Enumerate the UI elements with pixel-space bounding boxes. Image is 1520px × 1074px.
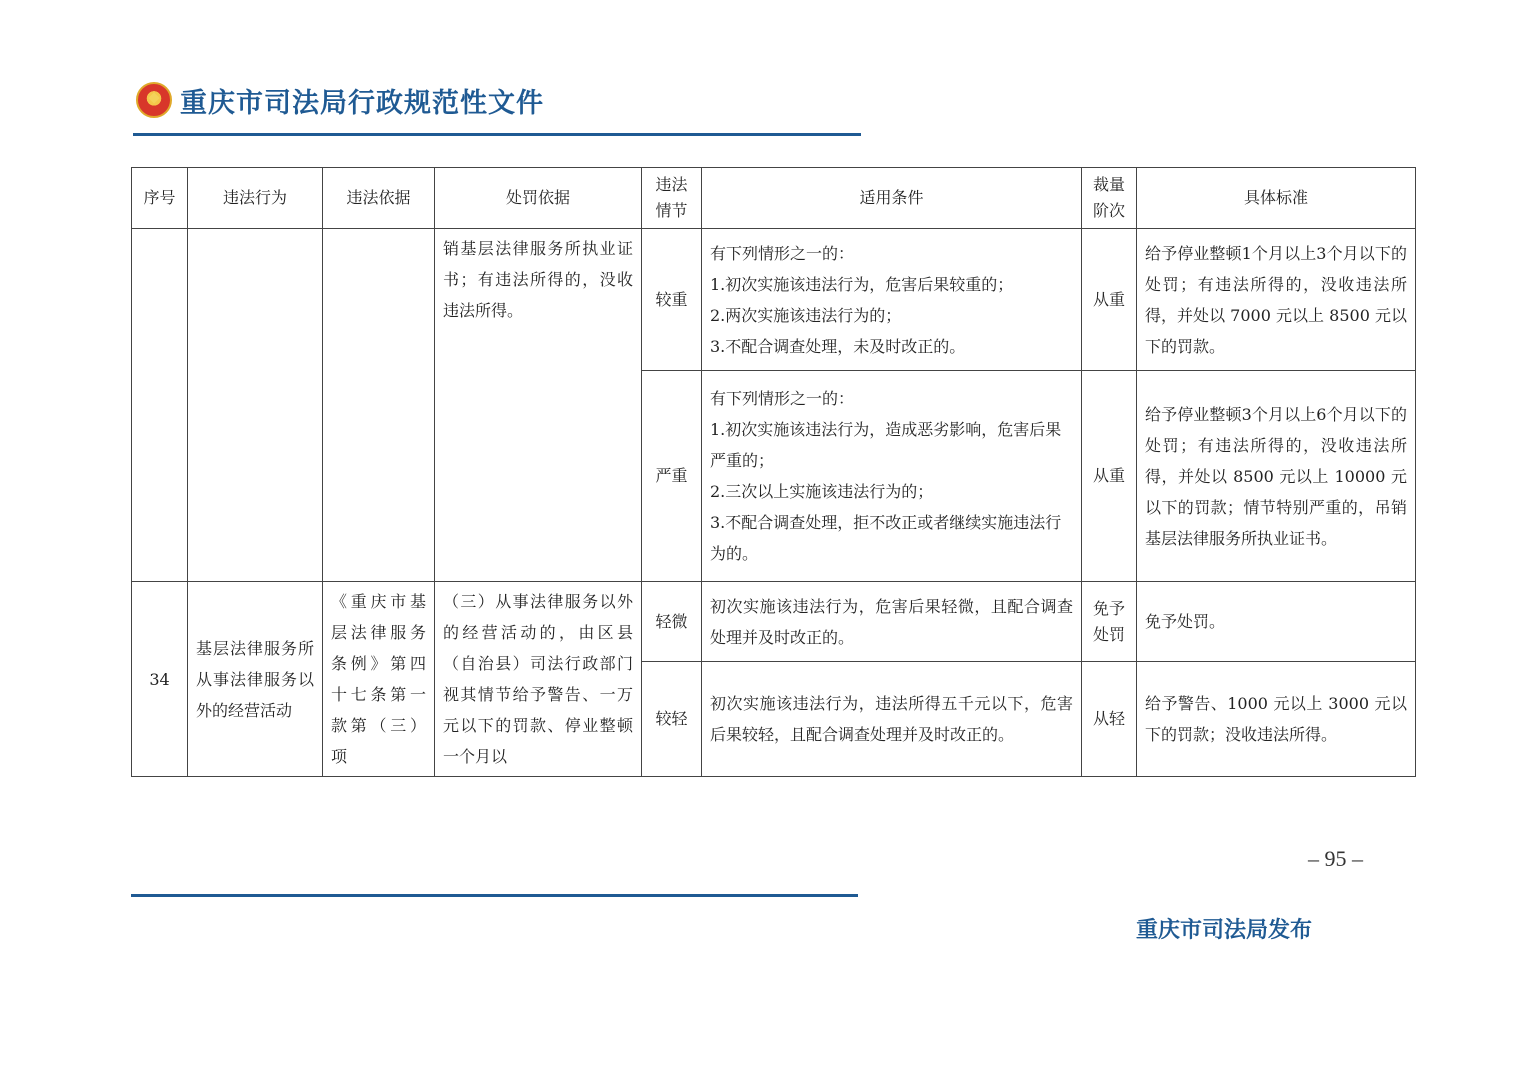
cell-severity: 严重	[642, 371, 702, 582]
header-rule	[133, 133, 861, 136]
cell-standard: 给予停业整顿3个月以上6个月以下的处罚；有违法所得的，没收违法所得，并处以 8500 元以上 10000 元以下的罚款；情节特别严重的，吊销基层法律服务所执业证书。	[1137, 371, 1416, 582]
header-title: 重庆市司法局行政规范性文件	[180, 87, 544, 119]
cell-standard: 给予停业整顿1个月以上3个月以下的处罚；有违法所得的，没收违法所得，并处以 7000 元以上 8500 元以下的罚款。	[1137, 229, 1416, 371]
col-header-no: 序号	[132, 168, 188, 229]
table-row	[132, 582, 1416, 662]
cell-no-empty	[132, 229, 188, 582]
cell-level: 从轻	[1082, 662, 1137, 777]
cell-legal-basis: 《重庆市基层法律服务条例》第四十七条第一款第（三）项	[323, 582, 435, 777]
table-row	[132, 229, 1416, 371]
cell-conditions: 初次实施该违法行为，违法所得五千元以下，危害后果较轻，且配合调查处理并及时改正的。	[702, 662, 1082, 777]
cell-penalty-basis: （三）从事法律服务以外的经营活动的，由区县（自治县）司法行政部门视其情节给予警告、一万元以下的罚款、停业整顿一个月以	[435, 582, 642, 777]
penalty-standard-table	[131, 167, 1416, 777]
cell-standard: 免予处罚。	[1137, 582, 1416, 662]
cell-violation-empty	[188, 229, 323, 582]
cell-violation: 基层法律服务所从事法律服务以外的经营活动	[188, 582, 323, 777]
page-number: – 95 –	[1308, 846, 1363, 871]
cell-level: 从重	[1082, 371, 1137, 582]
col-header-level: 裁量 阶次	[1082, 168, 1137, 229]
cell-severity: 较轻	[642, 662, 702, 777]
col-header-legal-basis: 违法依据	[323, 168, 435, 229]
national-emblem-icon	[136, 82, 172, 118]
document-header	[136, 80, 544, 120]
cell-severity: 轻微	[642, 582, 702, 662]
cell-legal-basis-empty	[323, 229, 435, 582]
col-header-standard: 具体标准	[1137, 168, 1416, 229]
col-header-severity: 违法 情节	[642, 168, 702, 229]
cell-penalty-basis-continued: 销基层法律服务所执业证书；有违法所得的，没收违法所得。	[435, 229, 642, 582]
col-header-penalty-basis: 处罚依据	[435, 168, 642, 229]
footer-rule	[131, 894, 858, 897]
cell-conditions: 初次实施该违法行为，危害后果轻微，且配合调查处理并及时改正的。	[702, 582, 1082, 662]
cell-conditions: 有下列情形之一的： 1.初次实施该违法行为，造成恶劣影响，危害后果严重的； 2.三次以上实施该违法行为的； 3.不配合调查处理，拒不改正或者继续实施违法行为的。	[702, 371, 1082, 582]
publisher-label: 重庆市司法局发布	[1136, 918, 1313, 943]
cell-severity: 较重	[642, 229, 702, 371]
table-header-row	[132, 168, 1416, 229]
cell-conditions: 有下列情形之一的： 1.初次实施该违法行为，危害后果较重的； 2.两次实施该违法行为的； 3.不配合调查处理，未及时改正的。	[702, 229, 1082, 371]
col-header-conditions: 适用条件	[702, 168, 1082, 229]
cell-level: 免予 处罚	[1082, 582, 1137, 662]
col-header-violation: 违法行为	[188, 168, 323, 229]
cell-no: 34	[132, 582, 188, 777]
cell-standard: 给予警告、1000 元以上 3000 元以下的罚款；没收违法所得。	[1137, 662, 1416, 777]
cell-level: 从重	[1082, 229, 1137, 371]
